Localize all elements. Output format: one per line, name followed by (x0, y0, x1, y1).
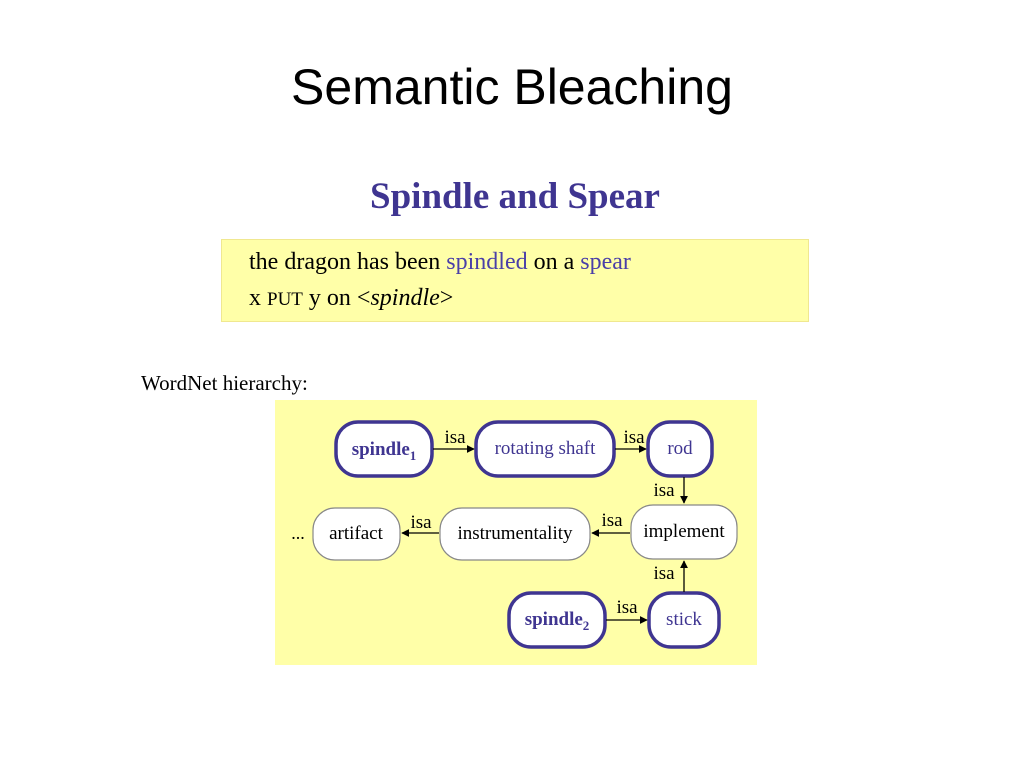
highlight-word-spindled: spindled (446, 249, 528, 275)
edge-label-isa: isa (653, 563, 675, 584)
node-spindle1-sub: 1 (409, 448, 417, 463)
svg-text:spindle1 (352, 439, 417, 463)
node-instrumentality-label: instrumentality (457, 523, 573, 544)
example-text: the dragon has been (249, 249, 447, 275)
node-artifact-label: artifact (329, 523, 383, 544)
edge-label-isa: isa (653, 480, 675, 501)
example-box (221, 239, 809, 322)
node-rod (648, 422, 712, 476)
node-stick-label: stick (666, 609, 702, 630)
spindle-italic: spindle (370, 285, 440, 311)
node-stick (649, 593, 719, 647)
node-spindle1-word: spindle (351, 439, 410, 460)
wordnet-graph-panel (275, 400, 757, 665)
node-spindle1 (336, 422, 432, 476)
node-rod-label: rod (667, 438, 693, 459)
node-implement (631, 505, 737, 559)
example-line-2 (249, 286, 453, 310)
slide-title: Semantic Bleaching (291, 59, 733, 115)
wordnet-graph (275, 400, 757, 665)
subtitle: Spindle and Spear (370, 176, 660, 217)
example-text: on a (527, 249, 581, 275)
wordnet-label: WordNet hierarchy: (141, 371, 308, 395)
node-spindle2-word: spindle (524, 609, 583, 630)
edge-label-isa: isa (444, 427, 466, 448)
example-line-1 (249, 250, 631, 274)
example-text: y on < (302, 285, 371, 311)
node-spindle2-sub: 2 (582, 618, 590, 633)
example-text: > (439, 285, 454, 311)
node-rotating-shaft-label: rotating shaft (494, 438, 596, 459)
edge-label-isa: isa (410, 512, 432, 533)
node-instrumentality (440, 508, 590, 560)
node-ellipsis: ... (291, 523, 305, 543)
highlight-word-spear: spear (580, 249, 631, 275)
edge-label-isa: isa (616, 597, 638, 618)
svg-text:spindle2 (525, 609, 590, 633)
node-rotating-shaft (476, 422, 614, 476)
edge-label-isa: isa (601, 510, 623, 531)
node-artifact (313, 508, 400, 560)
example-text: x (249, 285, 267, 311)
node-spindle2 (509, 593, 605, 647)
edge-label-isa: isa (623, 427, 645, 448)
node-implement-label: implement (643, 521, 725, 542)
put-smallcaps: PUT (267, 289, 303, 310)
